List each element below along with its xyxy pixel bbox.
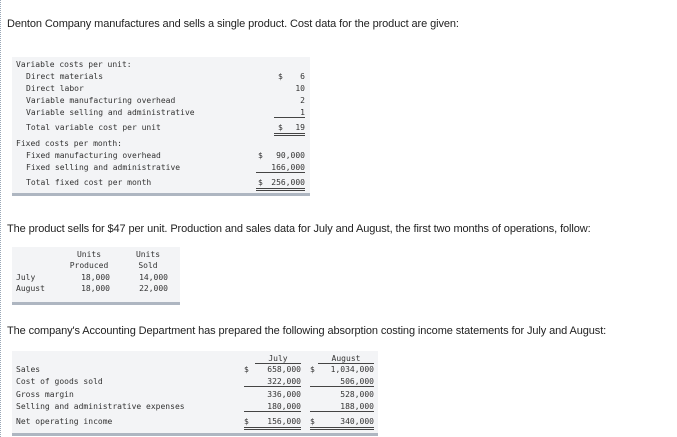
august-value: 506,000	[310, 377, 374, 387]
line-item-label: Sales	[16, 365, 41, 374]
table-row	[12, 273, 180, 284]
august-value: 188,000	[310, 402, 374, 412]
currency-sign: $	[258, 151, 263, 160]
august-value: 528,000	[340, 390, 374, 399]
august-column-header: August	[318, 354, 374, 364]
fixed-costs-header: Fixed costs per month:	[16, 139, 122, 148]
sold-header-line2: Sold	[138, 261, 158, 270]
august-value: 1,034,000	[330, 365, 374, 374]
table-row	[12, 365, 378, 376]
july-value: 658,000	[267, 365, 301, 374]
income-statement-text: The company's Accounting Department has prepared the following absorption costing income statements for July and August:	[7, 325, 607, 337]
cost-label: Fixed selling and administrative	[26, 163, 181, 172]
variable-cost-row	[12, 72, 310, 83]
currency-sign: $	[244, 365, 249, 374]
cost-label: Total fixed cost per month	[26, 178, 152, 187]
produced-header-line2: Produced	[69, 261, 109, 270]
fixed-cost-row	[12, 163, 310, 174]
currency-sign: $	[310, 417, 315, 426]
line-item-label: Gross margin	[16, 390, 74, 399]
currency-sign: $	[258, 178, 263, 187]
fixed-cost-row	[12, 151, 310, 162]
units-sold: 14,000	[139, 273, 168, 282]
july-value: 180,000	[244, 402, 301, 412]
variable-cost-row	[12, 96, 310, 107]
table-row	[12, 402, 378, 413]
fixed-total-row	[12, 178, 310, 189]
intro-text: Denton Company manufactures and sells a single product. Cost data for the product are given:	[7, 18, 459, 30]
currency-sign: $	[278, 72, 283, 81]
month-label: August	[16, 284, 45, 293]
variable-total-row	[12, 123, 310, 134]
cost-label: Variable selling and administrative	[26, 108, 195, 117]
table-row	[12, 377, 378, 388]
cost-value: 166,000	[256, 163, 305, 173]
line-item-label: Selling and administrative expenses	[16, 402, 185, 411]
july-value: 156,000	[267, 417, 301, 426]
line-item-label: Net operating income	[16, 417, 113, 426]
produced-header-line1: Units	[76, 250, 102, 259]
sold-header-line1: Units	[135, 250, 161, 259]
august-value: 340,000	[340, 417, 374, 426]
production-table	[12, 247, 180, 305]
table-row	[12, 284, 180, 295]
units-produced: 18,000	[81, 284, 110, 293]
cost-value: 6	[300, 72, 305, 81]
variable-costs-header: Variable costs per unit:	[16, 60, 132, 69]
cost-value: 90,000	[276, 151, 305, 160]
cost-value: 2	[300, 96, 305, 105]
cost-label: Direct materials	[26, 72, 104, 81]
cost-data-table	[12, 57, 310, 196]
left-margin-rule	[0, 0, 1, 437]
cost-value: 19	[295, 123, 305, 132]
units-sold: 22,000	[139, 284, 168, 293]
july-value: 322,000	[244, 377, 301, 387]
net-income-row	[12, 417, 378, 428]
july-value: 336,000	[267, 390, 301, 399]
cost-value: 10	[295, 84, 305, 93]
cost-value: 256,000	[271, 178, 305, 187]
cost-value: 1	[274, 108, 305, 118]
income-statement-table	[12, 351, 378, 436]
cost-label: Variable manufacturing overhead	[26, 96, 176, 105]
cost-label: Fixed manufacturing overhead	[26, 151, 161, 160]
table-row	[12, 390, 378, 401]
variable-cost-row	[12, 108, 310, 119]
cost-label: Total variable cost per unit	[26, 123, 161, 132]
units-produced: 18,000	[81, 273, 110, 282]
currency-sign: $	[310, 365, 315, 374]
production-text: The product sells for $47 per unit. Production and sales data for July and August, the first two months of operations, follow:	[7, 223, 591, 235]
line-item-label: Cost of goods sold	[16, 377, 103, 386]
currency-sign: $	[278, 123, 283, 132]
variable-cost-row	[12, 84, 310, 95]
july-column-header: July	[255, 354, 301, 364]
month-label: July	[16, 273, 36, 282]
cost-label: Direct labor	[26, 84, 84, 93]
currency-sign: $	[244, 417, 249, 426]
